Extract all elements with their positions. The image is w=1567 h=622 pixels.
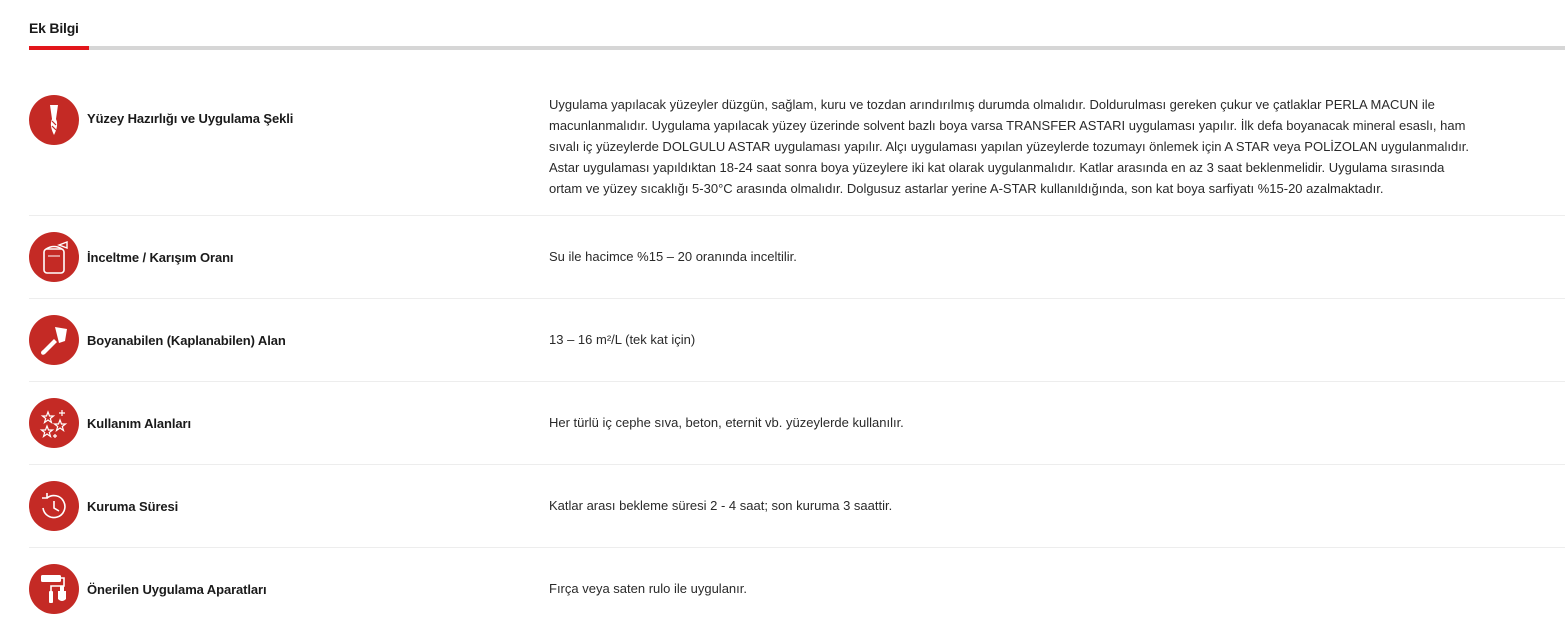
info-label: İnceltme / Karışım Oranı bbox=[87, 250, 234, 265]
info-label: Yüzey Hazırlığı ve Uygulama Şekli bbox=[87, 111, 294, 126]
info-row-usage-areas bbox=[29, 382, 1565, 465]
info-label: Kuruma Süresi bbox=[87, 499, 179, 514]
tab-divider bbox=[29, 46, 1565, 50]
info-tabs bbox=[29, 0, 1565, 52]
info-value-line: Su ile hacimce %15 – 20 oranında inceltilir. bbox=[549, 249, 797, 264]
info-value-line: Katlar arası bekleme süresi 2 - 4 saat; son kuruma 3 saattir. bbox=[549, 498, 893, 513]
info-label: Boyanabilen (Kaplanabilen) Alan bbox=[87, 333, 286, 348]
info-value-line: Fırça veya saten rulo ile uygulanır. bbox=[549, 581, 747, 596]
info-value bbox=[549, 578, 1549, 599]
paint-roller-icon bbox=[29, 564, 79, 614]
info-label: Kullanım Alanları bbox=[87, 416, 192, 431]
info-value bbox=[549, 495, 1549, 516]
spatula-icon bbox=[29, 95, 79, 145]
info-list bbox=[29, 76, 1565, 622]
info-row-coverage-area bbox=[29, 299, 1565, 382]
info-value bbox=[549, 246, 1549, 267]
info-row-drying-time bbox=[29, 465, 1565, 548]
info-row-recommended-tools bbox=[29, 548, 1565, 622]
info-value bbox=[549, 329, 1549, 350]
clock-icon bbox=[29, 481, 79, 531]
paint-brush-icon bbox=[29, 315, 79, 365]
info-value-line: sıvalı iç yüzeylerde DOLGULU ASTAR uygulaması yapılır. Alçı uygulaması yapılan yüzeylerde tozumayı önlemek için A STAR veya POLİZOLAN uygulanmalıdır. bbox=[549, 139, 1470, 154]
info-value bbox=[549, 412, 1549, 433]
info-value-line: Her türlü iç cephe sıva, beton, eternit vb. yüzeylerde kullanılır. bbox=[549, 415, 904, 430]
tab-ek-bilgi[interactable]: Ek Bilgi bbox=[29, 20, 79, 36]
info-row-thinning-ratio bbox=[29, 216, 1565, 299]
paint-can-icon bbox=[29, 232, 79, 282]
info-row-surface-preparation bbox=[29, 76, 1565, 216]
info-value-line: macunlanmalıdır. Uygulama yapılacak yüzey üzerinde solvent bazlı boya varsa TRANSFER ASTARI uygulaması yapılır. İlk defa boyanacak mineral esaslı, ham bbox=[549, 118, 1466, 133]
stars-icon bbox=[29, 398, 79, 448]
info-value-line: 13 – 16 m²/L (tek kat için) bbox=[549, 332, 696, 347]
active-tab-indicator bbox=[29, 46, 89, 50]
info-value-line: Astar uygulaması yapıldıktan 18-24 saat sonra boya yüzeylere iki kat olarak uygulanmalıdır. Katlar arasında en az 3 saat beklenmelidir. Uygulama sırasında bbox=[549, 160, 1445, 175]
info-value-line: Uygulama yapılacak yüzeyler düzgün, sağlam, kuru ve tozdan arındırılmış durumda olmalıdır. Doldurulması gereken çukur ve çatlaklar PERLA MACUN ile bbox=[549, 97, 1435, 112]
info-value bbox=[549, 94, 1549, 199]
info-label: Önerilen Uygulama Aparatları bbox=[87, 582, 267, 597]
info-value-line: ortam ve yüzey sıcaklığı 5-30°C arasında olmalıdır. Dolgusuz astarlar yerine A-STAR kullanıldığında, son kat boya sarfiyatı %15-20 azalmaktadır. bbox=[549, 181, 1384, 196]
